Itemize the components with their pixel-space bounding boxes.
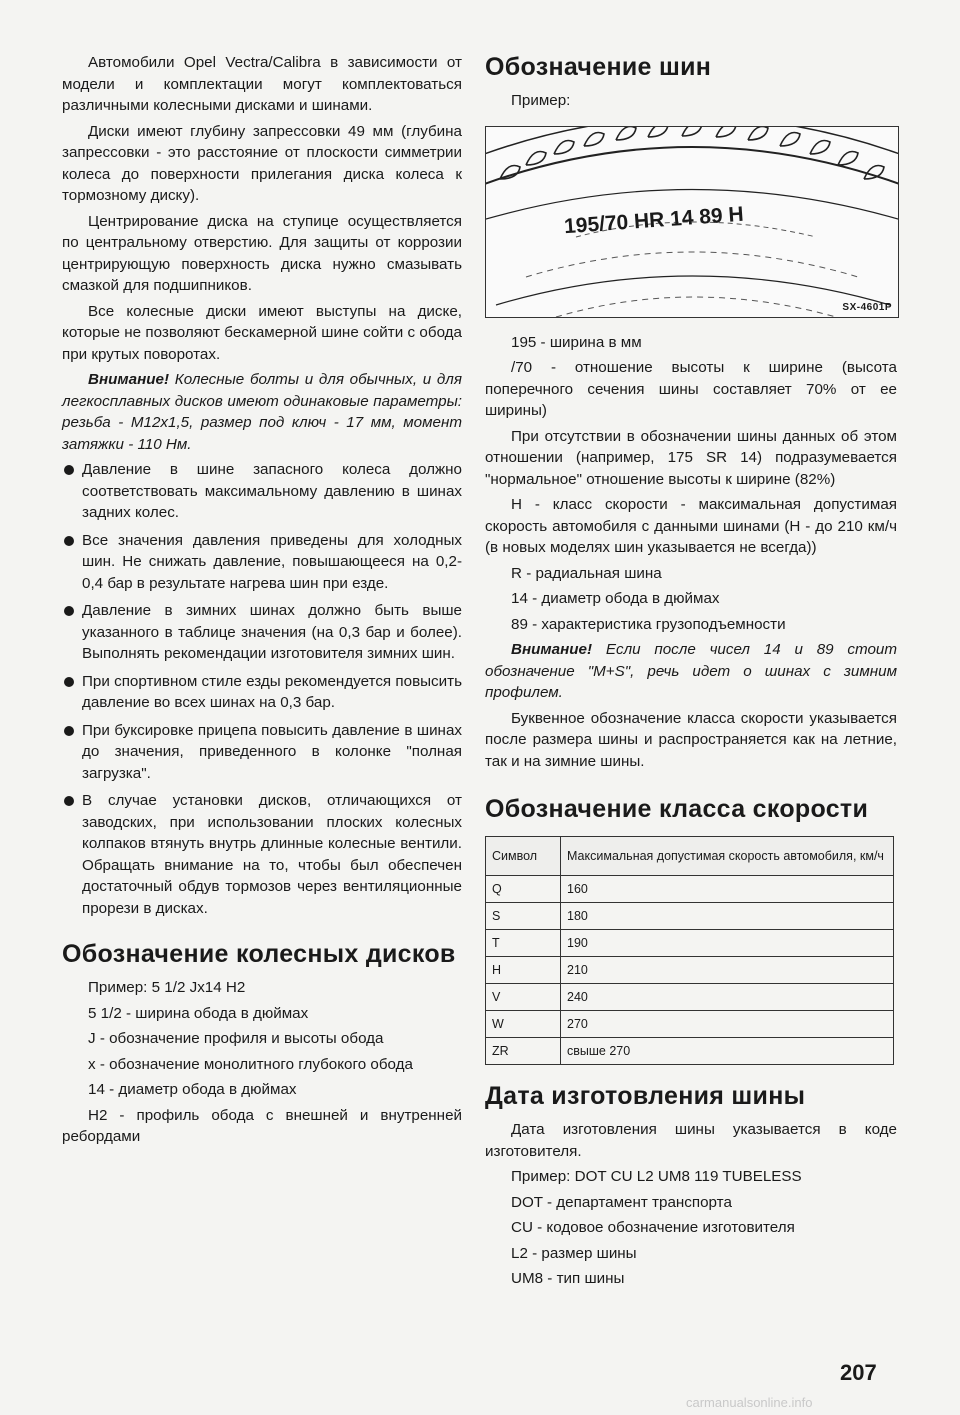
table-row: ZR свыше 270 — [486, 1038, 894, 1065]
wheels-heading: Обозначение колесных дисков — [62, 940, 456, 968]
list-item: Давление в шине запасного колеса должно соответствовать максимальному давлению в шинах задних колес. — [62, 459, 462, 524]
wheels-line: 5 1/2 - ширина обода в дюймах — [88, 1004, 309, 1022]
speed-class-heading: Обозначение класса скорости — [485, 795, 869, 823]
warning-text: Если после чисел 14 и 89 стоит обозначение "M+S", речь идет о шинах с зимним профилем. — [485, 641, 897, 701]
bullet-icon — [64, 606, 74, 616]
bolts-warning — [62, 369, 462, 455]
date-line: UM8 - тип шины — [511, 1270, 625, 1287]
table-header-row — [486, 837, 894, 876]
date-line: CU - кодовое обозначение изготовителя — [511, 1219, 795, 1236]
speed-letter-paragraph: Буквенное обозначение класса скорости указывается после размера шины и распространяется как на летние, так и на зимние шины. — [485, 709, 897, 770]
right-column — [485, 52, 897, 1290]
warning-text: Колесные болты и для обычных, и для легкосплавных дисков имеют одинаковые параметры: резьба - M12x1,5, размер под ключ - 17 мм, момент затяжки - 110 Нм. — [62, 371, 462, 453]
tire-marking: 195/70 HR 14 89 H — [563, 202, 745, 238]
table-row: V 240 — [486, 984, 894, 1011]
tire-line: /70 - отношение высоты к ширине (высота поперечного сечения шины составляет 70% от ее ширины) — [485, 359, 897, 419]
rims-paragraph: Все колесные диски имеют выступы на диске, которые не позволяют бескамерной шине сойти с обода при крутых поворотах. — [62, 302, 462, 363]
tire-line: 14 - диаметр обода в дюймах — [511, 590, 720, 607]
pressure-notes-list — [62, 459, 462, 919]
bullet-icon — [64, 796, 74, 806]
table-row: T 190 — [486, 930, 894, 957]
wheels-line: J - обозначение профиля и высоты обода — [88, 1030, 384, 1047]
date-line: Пример: DOT CU L2 UM8 119 TUBELESS — [511, 1168, 802, 1185]
list-item: В случае установки дисков, отличающихся от заводских, при использовании плоских колесных колпаков втянуть внутрь длинные колесные вентили. Обращать внимание на то, чтобы был обеспечен достаточный обдув тормозов через вентиляционные прорези в дисках. — [62, 790, 462, 919]
page-number: 207 — [840, 1360, 877, 1385]
watermark: carmanualsonline.info — [686, 1395, 813, 1410]
tire-line: 195 - ширина в мм — [511, 333, 642, 351]
tire-line: R - радиальная шина — [511, 564, 662, 582]
tire-line: При отсутствии в обозначении шины данных об этом отношении (например, 175 SR 14) подразумевается "нормальное" отношение высоты к ширине (82%) — [485, 427, 897, 488]
wheels-line: x - обозначение монолитного глубокого обода — [88, 1055, 413, 1073]
tires-example-label: Пример: — [511, 92, 571, 109]
bullet-icon — [64, 726, 74, 736]
list-item: При буксировке прицепа повысить давление в шинах до значения, приведенного в колонке "полная загрузка". — [62, 720, 462, 785]
date-line: DOT - департамент транспорта — [511, 1193, 732, 1211]
tires-heading: Обозначение шин — [485, 53, 712, 81]
table-header-speed: Максимальная допустимая скорость автомобиля, км/ч — [561, 837, 894, 876]
tire-line: H - класс скорости - максимальная допустимая скорость автомобиля с данными шинами (H - до 210 км/ч (в новых моделях шин указывается не всегда)) — [485, 496, 897, 556]
offset-paragraph: Диски имеют глубину запрессовки 49 мм (глубина запрессовки - это расстояние от плоскости симметрии колеса до поверхности прилегания диска колеса к тормозному диску). — [62, 122, 462, 204]
list-item: Давление в зимних шинах должно быть выше указанного в таблице значения (на 0,3 бар и более). Выполнять рекомендации изготовителя зимних шин. — [62, 600, 462, 665]
wheels-example: Пример: 5 1/2 Jx14 H2 — [88, 979, 246, 996]
intro-paragraph: Автомобили Opel Vectra/Calibra в зависимости от модели и комплектации могут комплектоваться различными колесными дисками и шинами. — [62, 54, 462, 114]
centering-paragraph: Центрирование диска на ступице осуществляется по центральному отверстию. Для защиты от коррозии центрирующую поверхность диска нужно смазывать смазкой для подшипников. — [62, 212, 462, 294]
date-line: L2 - размер шины — [511, 1244, 637, 1262]
wheels-line: 14 - диаметр обода в дюймах — [88, 1081, 297, 1098]
bullet-icon — [64, 536, 74, 546]
ms-warning — [485, 639, 897, 704]
table-row: H 210 — [486, 957, 894, 984]
manufacture-date-heading: Дата изготовления шины — [485, 1082, 806, 1110]
bullet-icon — [64, 677, 74, 687]
tire-sidewall-illustration — [485, 126, 899, 318]
warning-label: Внимание! — [511, 641, 593, 658]
table-row: S 180 — [486, 903, 894, 930]
warning-label: Внимание! — [88, 371, 170, 388]
tire-line: 89 - характеристика грузоподъемности — [511, 615, 786, 633]
bullet-icon — [64, 465, 74, 475]
wheels-line: H2 - профиль обода с внешней и внутренней ребордами — [62, 1106, 462, 1145]
list-item: Все значения давления приведены для холодных шин. Не снижать давление, повышающееся на 0,2-0,4 бар в результате нагрева шин при езде. — [62, 530, 462, 595]
list-item: При спортивном стиле езды рекомендуется повысить давление во всех шинах на 0,3 бар. — [62, 671, 462, 714]
date-intro: Дата изготовления шины указывается в коде изготовителя. — [485, 1121, 897, 1160]
table-row: Q 160 — [486, 876, 894, 903]
figure-code: SX-4601P — [842, 301, 892, 313]
speed-class-table — [485, 836, 894, 1065]
table-row: W 270 — [486, 1011, 894, 1038]
table-header-symbol: Символ — [486, 837, 561, 876]
left-column — [62, 52, 462, 1148]
